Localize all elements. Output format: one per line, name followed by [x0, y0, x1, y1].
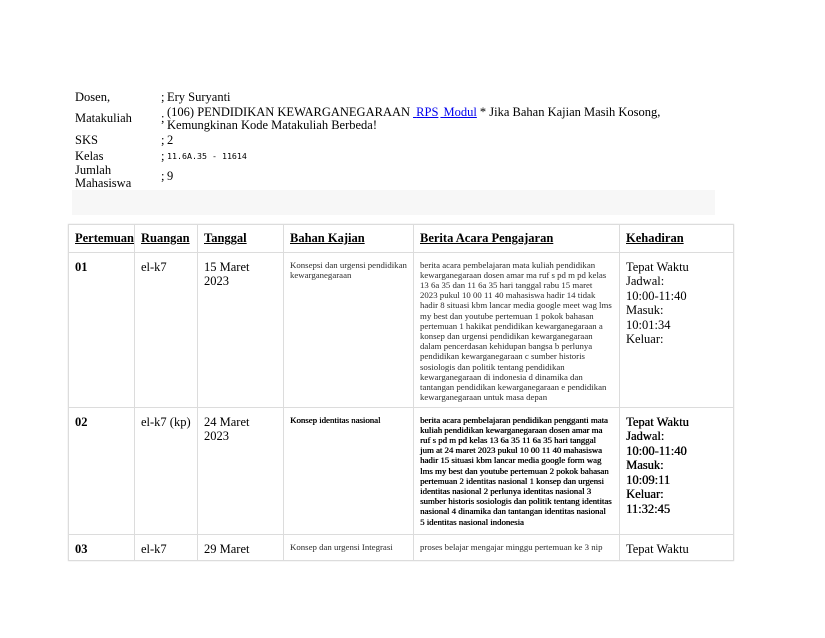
berita-line: my best dan youtube pertemuan 1 pokok bahasan — [420, 310, 594, 321]
dosen-value: Ery Suryanti — [167, 89, 231, 104]
berita-line: pendidikan kewarganegaraan c sumber historis — [420, 351, 585, 362]
tanggal-text: 15 Maret 2023 — [204, 259, 250, 288]
cell-pertemuan: 03 — [69, 535, 135, 561]
table-row — [69, 408, 734, 535]
separator: ; — [161, 169, 165, 183]
tanggal-text: 24 Maret 2023 — [204, 414, 250, 443]
kehadiran-status: Tepat Waktu — [626, 541, 689, 556]
header-kehadiran — [620, 225, 734, 253]
rps-link[interactable]: RPS — [416, 104, 439, 119]
header-label: Kehadiran — [626, 231, 684, 246]
berita-line: kewarganegaraan di indonesia d dinamika dan — [420, 371, 583, 382]
header-label: Tanggal — [204, 231, 247, 246]
berita-line: hadir 15 situasi kbm lancar media google form wag — [420, 455, 602, 466]
berita-line: jum at 24 maret 2023 pukul 10 00 11 40 mahasiswa — [420, 445, 602, 456]
dosen-label: Dosen, — [75, 89, 111, 104]
berita-line: 13 6a 35 dan 11 6a 35 hari tanggal rabu 15 maret — [420, 279, 593, 290]
berita-line: tantangan pendidikan kewarganegaraan e pendidikan — [420, 381, 607, 392]
matakuliah-note: * Jika Bahan Kajian Masih Kosong, Kemungkinan Kode Matakuliah Berbeda! — [167, 104, 661, 132]
berita-line: sumber historis sosiologis dan politik tentang identitas — [420, 496, 612, 507]
separator: ; — [161, 148, 165, 163]
kehadiran-status: Tepat Waktu — [626, 414, 689, 429]
cell-pertemuan: 01 — [69, 253, 135, 408]
berita-line: pertemuan 2 identitas nasional 1 konsep dan urgensi — [420, 475, 604, 486]
jadwal-label: Jadwal: — [626, 274, 665, 288]
info-row-kelas — [75, 149, 247, 163]
cell-ruangan: el-k7 — [135, 253, 198, 408]
header-label: Pertemuan — [75, 231, 135, 246]
table-header-row — [69, 225, 734, 253]
berita-line: 5 identitas nasional indonesia — [420, 516, 524, 527]
cell-kehadiran — [620, 535, 734, 561]
masuk-label: Masuk: — [626, 458, 664, 472]
info-row-matakuliah — [75, 105, 707, 132]
header-berita-acara — [414, 225, 620, 253]
cell-ruangan: el-k7 — [135, 535, 198, 561]
keluar-label: Keluar: — [626, 487, 664, 501]
separator: ; — [161, 132, 165, 147]
info-row-dosen — [75, 90, 231, 104]
cell-bahan-kajian: Konsep dan urgensi Integrasi — [284, 535, 414, 561]
table-row — [69, 253, 734, 408]
berita-line: ruf s pd m pd kelas 13 6a 35 11 6a 35 hari tanggal — [420, 434, 596, 445]
sks-value: 2 — [167, 132, 174, 147]
separator: ; — [161, 89, 165, 104]
teaching-report-table — [68, 224, 734, 561]
masuk-value: 10:09:11 — [626, 472, 670, 487]
divider-band — [72, 190, 715, 215]
jumlah-value: 9 — [167, 169, 174, 183]
berita-line: proses belajar mengajar minggu pertemuan ke 3 nip — [420, 541, 603, 552]
berita-line: nasional 4 dinamika dan tantangan identitas nasional — [420, 506, 606, 517]
separator: ; — [161, 111, 165, 125]
berita-line: berita acara pembelajaran mata kuliah pendidikan — [420, 259, 596, 270]
berita-line: kuliah pendidikan kewarganegaraan dosen amar ma — [420, 424, 603, 435]
masuk-value: 10:01:34 — [626, 317, 671, 332]
jadwal-value: 10:00-11:40 — [626, 443, 687, 458]
modul-link[interactable]: Modul — [443, 104, 477, 119]
cell-berita-acara — [414, 253, 620, 408]
masuk-label: Masuk: — [626, 303, 664, 317]
tanggal-text: 29 Maret — [204, 541, 250, 556]
berita-line: sosiologis dan politik tentang pendidikan — [420, 361, 565, 372]
cell-pertemuan: 02 — [69, 408, 135, 535]
berita-line: hadir 8 situasi kbm lancar media google meet wag lms — [420, 300, 612, 311]
jadwal-value: 10:00-11:40 — [626, 288, 687, 303]
kelas-label: Kelas — [75, 148, 104, 163]
berita-line: dalam pencerdasan kehidupan bangsa b perlunya — [420, 341, 593, 352]
kehadiran-status: Tepat Waktu — [626, 259, 689, 274]
info-row-sks — [75, 133, 173, 147]
berita-line: lms my best dan youtube pertemuan 2 pokok bahasan — [420, 465, 609, 476]
berita-line: 2023 pukul 10 00 11 40 mahasiswa hadir 14 tidak — [420, 290, 596, 301]
cell-tanggal — [198, 408, 284, 535]
header-pertemuan — [69, 225, 135, 253]
jadwal-label: Jadwal: — [626, 429, 665, 443]
kelas-value: 11.6A.35 - 11614 — [167, 150, 247, 161]
berita-line: kewarganegaraan dosen amar ma ruf s pd m pd kelas — [420, 269, 607, 280]
header-label: Berita Acara Pengajaran — [420, 231, 554, 246]
header-label: Ruangan — [141, 231, 190, 246]
sks-label: SKS — [75, 132, 98, 147]
matakuliah-value-block — [167, 106, 707, 132]
cell-ruangan: el-k7 (kp) — [135, 408, 198, 535]
cell-bahan-kajian: Konsepsi dan urgensi pendidikan kewarganegaraan — [284, 253, 414, 408]
berita-line: konsep dan urgensi pendidikan kewarganegaraan — [420, 330, 593, 341]
jumlah-label: Jumlah Mahasiswa — [75, 162, 132, 190]
keluar-value: 11:32:45 — [626, 501, 670, 516]
header-ruangan — [135, 225, 198, 253]
cell-tanggal — [198, 253, 284, 408]
cell-kehadiran — [620, 253, 734, 408]
matakuliah-value: (106) PENDIDIKAN KEWARGANEGARAAN — [167, 104, 411, 119]
matakuliah-label: Matakuliah — [75, 111, 132, 125]
info-row-jumlah — [75, 163, 173, 190]
cell-berita-acara — [414, 408, 620, 535]
berita-line: pertemuan 1 hakikat pendidikan kewarganegaraan a — [420, 320, 603, 331]
cell-kehadiran — [620, 408, 734, 535]
berita-line: identitas nasional 2 perlunya identitas nasional 3 — [420, 485, 592, 496]
header-bahan-kajian — [284, 225, 414, 253]
berita-line: kewarganegaraan untuk masa depan — [420, 392, 548, 403]
berita-line: berita acara pembelajaran pendidikan pengganti mata — [420, 414, 608, 425]
table-row — [69, 535, 734, 561]
cell-berita-acara — [414, 535, 620, 561]
keluar-label: Keluar: — [626, 332, 664, 346]
cell-tanggal — [198, 535, 284, 561]
header-label: Bahan Kajian — [290, 231, 365, 246]
header-tanggal — [198, 225, 284, 253]
cell-bahan-kajian: Konsep identitas nasional — [284, 408, 414, 535]
